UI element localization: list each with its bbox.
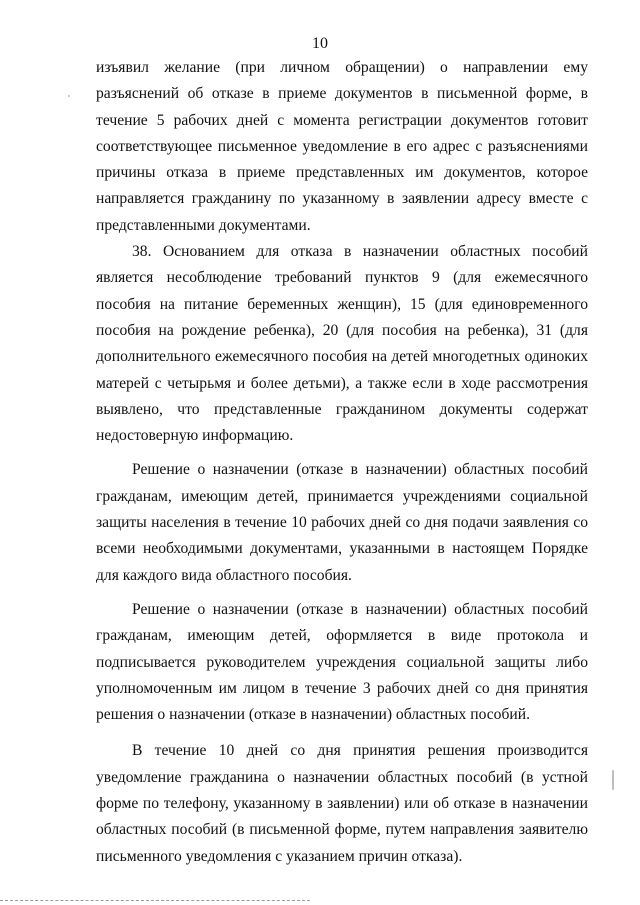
scan-edge-line [0,900,310,901]
paragraph-38-grounds-for-refusal: 38. Основанием для отказа в назначении областных пособий является несоблюдение требований пунктов 9 (для ежемесячного пособия на питание беременных женщин), 15 (для единовременного пособия на рождение ребенка), 20 (для пособия на ребенка), 31 (для дополнительного ежемесячного пособия на детей многодетных одиноких матерей с четырьмя и более детьми), а также если в ходе рассмотрения выявлено, что представленные гражданином документы содержат недостоверную информацию. [96,243,588,445]
scan-speck [612,770,614,790]
document-body [96,55,588,870]
scan-speck [68,95,70,97]
paragraph-decision-form: Решение о назначении (отказе в назначении) областных пособий гражданам, имеющим детей, оформляется в виде протокола и подписывается руководителем учреждения социальной защиты либо уполномоченным им лицом в течение 3 рабочих дней со дня принятия решения о назначении (отказе в назначении) областных пособий. [96,600,588,724]
page-number: 10 [312,35,328,52]
paragraph-notification: В течение 10 дней со дня принятия решения производится уведомление гражданина о назначении областных пособий (в устной форме по телефону, указанному в заявлении) или об отказе в назначении областных пособий (в письменной форме, путем направления заявителю письменного уведомления с указанием причин отказа). [96,742,588,865]
paragraph-refusal-explanation: изъявил желание (при личном обращении) о направлении ему разъяснений об отказе в приеме документов в письменной форме, в течение 5 рабочих дней с момента регистрации документов готовит соответствующее письменное уведомление в его адрес с разъяснениями причины отказа в приеме представленных им документов, которое направляется гражданину по указанному в заявлении адресу вместе с представленными документами. [96,59,588,234]
paragraph-decision-term: Решение о назначении (отказе в назначении) областных пособий гражданам, имеющим детей, принимается учреждениями социальной защиты населения в течение 10 рабочих дней со дня подачи заявления со всеми необходимыми документами, указанными в настоящем Порядке для каждого вида областного пособия. [96,461,588,584]
